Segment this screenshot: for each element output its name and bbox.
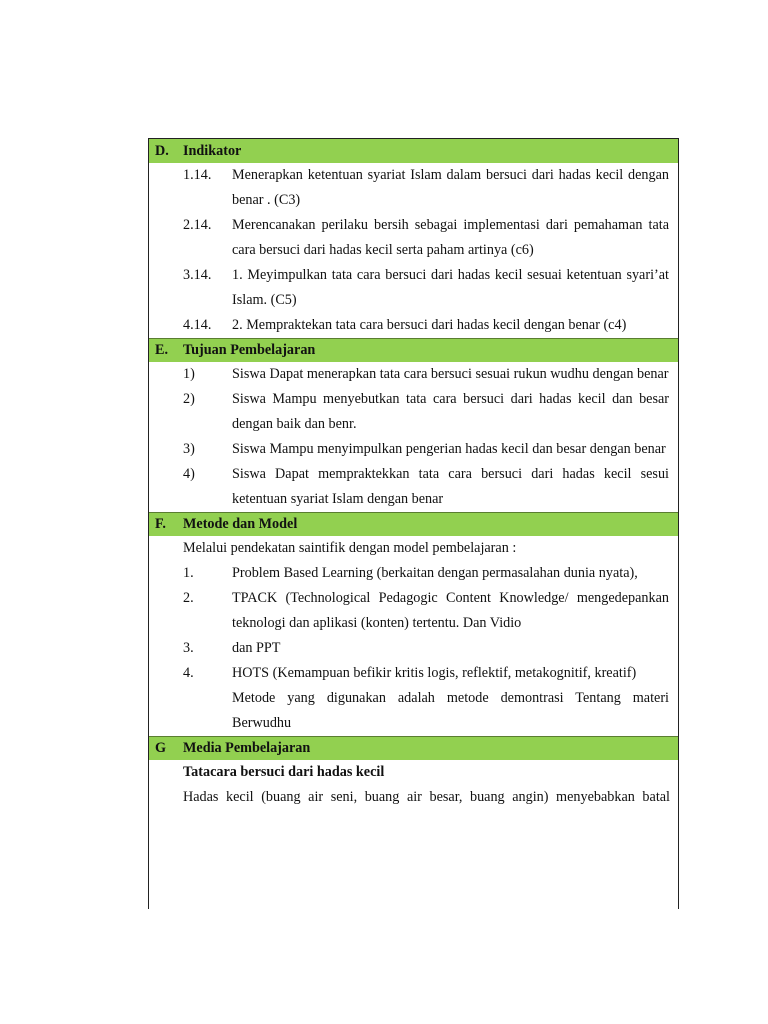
item-text: Siswa Dapat mempraktekkan tata cara bersuci dari hadas kecil sesui ketentuan syariat Islam dengan benar (232, 466, 669, 507)
media-text: Hadas kecil (buang air seni, buang air besar, buang angin) menyebabkan batal (183, 789, 670, 805)
item-number: 3. (183, 640, 194, 656)
list-item (183, 163, 678, 213)
list-item (183, 462, 678, 512)
item-text: 1. Meyimpulkan tata cara bersuci dari hadas kecil sesuai ketentuan syari’at Islam. (C5) (232, 267, 669, 308)
section-letter: F. (155, 516, 166, 532)
list-item (183, 437, 678, 462)
item-number: 4) (183, 466, 195, 482)
item-text: Siswa Mampu menyebutkan tata cara bersuci dari hadas kecil dan besar dengan baik dan benr. (232, 391, 669, 432)
list-item (183, 561, 678, 586)
section-letter: E. (155, 342, 169, 358)
list-item (183, 263, 678, 313)
item-number: 4. (183, 665, 194, 681)
list-item (183, 586, 678, 636)
item-number: 1.14. (183, 167, 212, 183)
item-number: 2) (183, 391, 195, 407)
list-item (183, 661, 678, 686)
item-number: 3) (183, 441, 195, 457)
section-title: Media Pembelajaran (183, 740, 311, 756)
section-letter: G (155, 740, 167, 756)
section-header-indikator (149, 139, 678, 163)
item-text: Menerapkan ketentuan syariat Islam dalam bersuci dari hadas kecil dengan benar . (C3) (232, 167, 669, 208)
item-number: 2.14. (183, 217, 212, 233)
item-text: Problem Based Learning (berkaitan dengan permasalahan dunia nyata), (232, 565, 638, 581)
list-item (183, 313, 678, 338)
media-content (149, 760, 678, 810)
metode-note: Metode yang digunakan adalah metode demontrasi Tentang materi Berwudhu (232, 690, 669, 731)
lesson-plan-table (148, 138, 679, 909)
section-title: Metode dan Model (183, 516, 298, 532)
item-text: 2. Mempraktekan tata cara bersuci dari hadas kecil dengan benar (c4) (232, 317, 627, 333)
item-text: HOTS (Kemampuan befikir kritis logis, reflektif, metakognitif, kreatif) (232, 665, 637, 681)
item-number: 4.14. (183, 317, 212, 333)
item-text: dan PPT (232, 640, 281, 656)
section-header-metode (149, 512, 678, 536)
item-number: 1. (183, 565, 194, 581)
list-item (183, 213, 678, 263)
section-header-media (149, 736, 678, 760)
list-item (183, 387, 678, 437)
tujuan-list (149, 362, 678, 512)
metode-list (149, 536, 678, 736)
list-item (183, 636, 678, 661)
item-number: 3.14. (183, 267, 212, 283)
item-text: Merencanakan perilaku bersih sebagai implementasi dari pemahaman tata cara bersuci dari hadas kecil serta paham artinya (c6) (232, 217, 669, 258)
section-title: Tujuan Pembelajaran (183, 342, 316, 358)
section-header-tujuan (149, 338, 678, 362)
item-number: 2. (183, 590, 194, 606)
media-subtitle: Tatacara bersuci dari hadas kecil (183, 764, 385, 780)
section-title: Indikator (183, 142, 242, 159)
section-letter: D. (155, 142, 169, 159)
item-text: Siswa Mampu menyimpulkan pengerian hadas kecil dan besar dengan benar (232, 441, 666, 457)
metode-intro: Melalui pendekatan saintifik dengan model pembelajaran : (183, 540, 517, 556)
item-text: Siswa Dapat menerapkan tata cara bersuci sesuai rukun wudhu dengan benar (232, 366, 669, 382)
list-item (183, 362, 678, 387)
item-text: TPACK (Technological Pedagogic Content Knowledge/ mengedepankan teknologi dan aplikasi (konten) tertentu. Dan Vidio (232, 590, 669, 631)
indikator-list (149, 163, 678, 338)
item-number: 1) (183, 366, 195, 382)
